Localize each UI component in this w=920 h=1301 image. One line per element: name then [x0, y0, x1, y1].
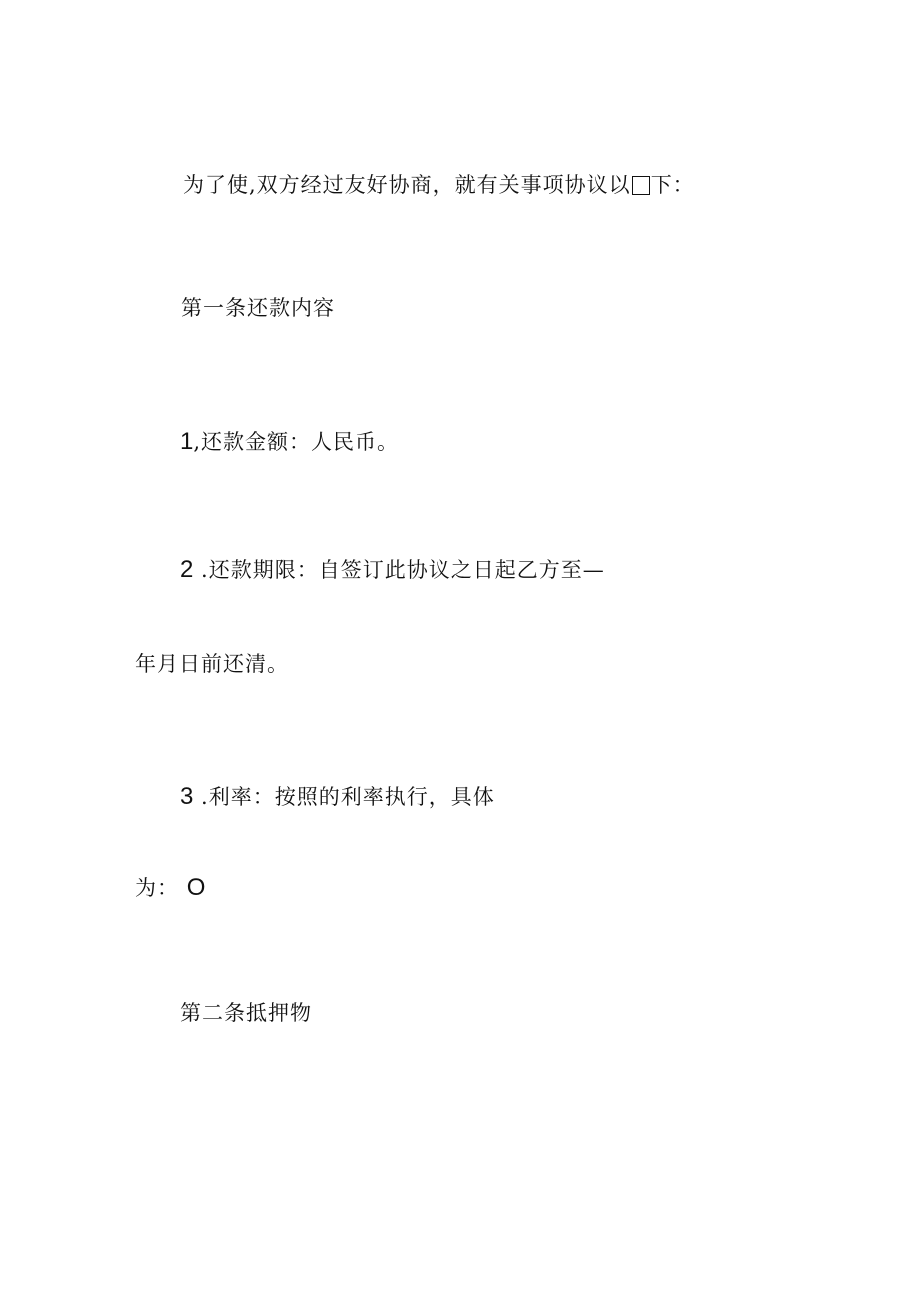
item-1-number: 1 [180, 428, 194, 455]
item-3-continuation-text: 为： [135, 876, 179, 900]
item-2-continuation: 年月日前还清。 [135, 652, 289, 676]
item-3-text: .利率：按照的利率执行，具体 [201, 785, 495, 809]
item-3-number: 3 [180, 783, 194, 810]
item-2-text: .还款期限：自签订此协议之日起乙方至— [201, 558, 605, 582]
item-3-continuation [135, 875, 205, 901]
article-2-heading: 第二条抵押物 [180, 1001, 312, 1025]
intro-paragraph [183, 172, 695, 198]
item-3 [180, 784, 495, 810]
missing-glyph-box-icon [632, 176, 650, 195]
intro-text-end: 下： [650, 173, 695, 197]
item-1 [180, 429, 399, 455]
item-1-text: ,还款金额：人民币。 [193, 430, 400, 454]
item-2-number: 2 [180, 556, 194, 583]
item-3-continuation-symbol: O [186, 874, 206, 901]
intro-text: 为了使,双方经过友好协商，就有关事项协议以 [183, 173, 631, 197]
item-2 [180, 557, 605, 583]
article-1-heading: 第一条还款内容 [181, 296, 335, 320]
